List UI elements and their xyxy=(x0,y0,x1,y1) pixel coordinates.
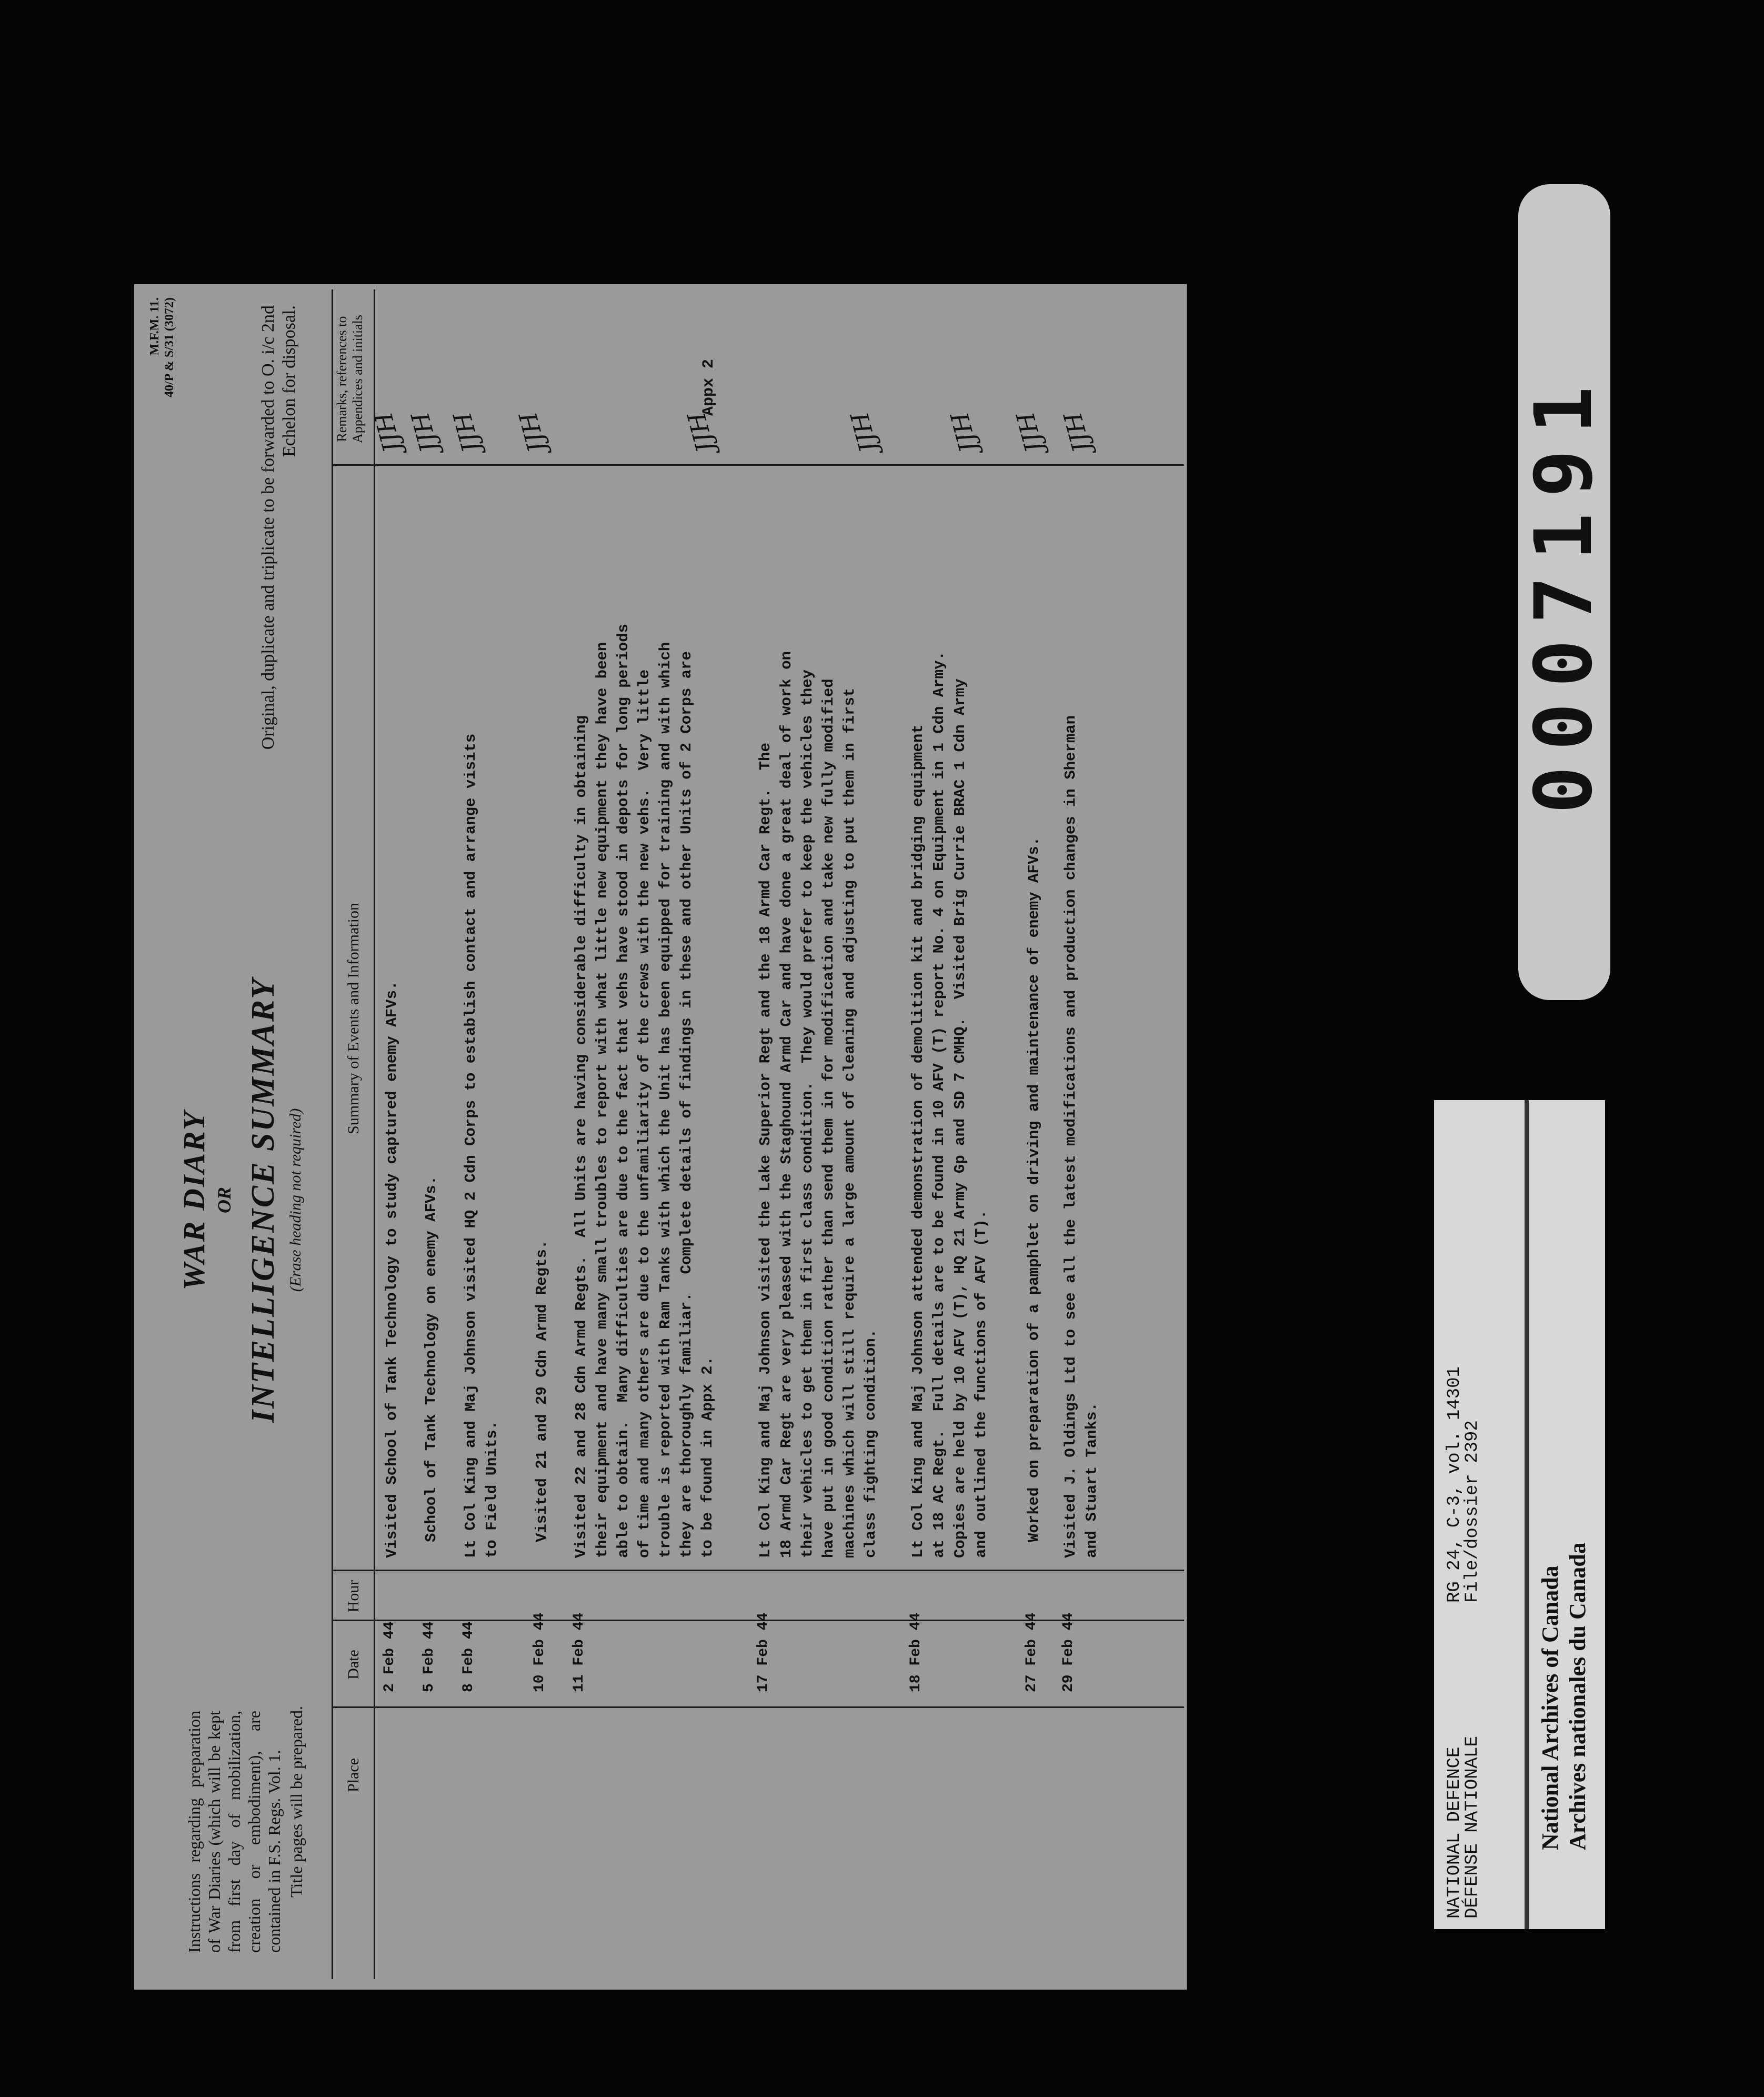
title-pages-note: Title pages will be prepared. xyxy=(287,1705,306,1898)
entry-initials: JJH xyxy=(681,409,720,456)
archive-name-fr: Archives nationales du Canada xyxy=(1565,1542,1590,1850)
column-divider-place xyxy=(332,1706,1184,1708)
column-divider-hour xyxy=(332,1570,1184,1571)
entry-date: 29 Feb 44 xyxy=(1060,1612,1077,1692)
entry-summary: Lt Col King and Maj Johnson visited the Lake Superior Regt and the 18 Armd Car Regt. The 18 Armd Car Regt are very pleased with the Staghound Armd Car and have done a great deal of work on their vehicles to get them in first class condition. They would prefer to keep the vehicles they have put in good condition rather than send them in for modification and take new fully modified machines which will still require a large amount of cleaning and adjusting to put them in first class fighting condition. xyxy=(757,651,879,1558)
appendix-reference: Appx 2 xyxy=(700,358,718,416)
entry-initials: JJH xyxy=(405,409,444,456)
forward-note: Original, duplicate and triplicate to be forwarded to O. i/c 2nd Echelon for disposal. xyxy=(258,305,299,750)
department-fr: DÉFENSE NATIONALE xyxy=(1462,1736,1482,1919)
frame-number-strip xyxy=(1518,184,1610,1000)
entry-summary: Visited 22 and 28 Cdn Armd Regts. All Units are having considerable difficulty in obtaining their equipment and have many small troubles to report with what little new equipment they have been able to obtain. Many difficulties are due to the fact that vehs have stood in depots for long periods of time and many others are due to the unfamiliarity of the crews with the new vehs. Very little trouble is reported with Ram Tanks with which the Unit has been equipped for training and with which they are thoroughly familiar. Complete details of findings in these and other Units of 2 Corps are to be found in Appx 2. xyxy=(573,623,716,1558)
department-en: NATIONAL DEFENCE xyxy=(1445,1746,1465,1919)
column-divider-remarks xyxy=(332,464,1184,466)
title-or: OR xyxy=(214,1187,235,1214)
form-code xyxy=(147,297,177,397)
archive-name xyxy=(1537,1324,1591,1850)
entry-initials: JJH xyxy=(368,409,407,456)
archive-name-en: National Archives of Canada xyxy=(1537,1565,1563,1850)
entry-initials: JJH xyxy=(447,409,486,456)
entry-date: 11 Feb 44 xyxy=(571,1612,587,1692)
entry-summary: Visited 21 and 29 Cdn Armd Regts. xyxy=(533,1240,550,1542)
instructions-text: Instructions regarding preparation of War Diaries (which will be kept from first day of mobilization, creation or embodiment), are contained in F.S. Regs. Vol. 1. xyxy=(185,1711,284,1953)
table-header-rule xyxy=(374,289,375,1979)
entry-initials: JJH xyxy=(513,409,552,456)
entry-date: 8 Feb 44 xyxy=(460,1621,477,1692)
column-header-summary: Summary of Events and Information xyxy=(345,903,362,1134)
entry-initials: JJH xyxy=(1010,409,1049,456)
entry-summary: Lt Col King and Maj Johnson attended demonstration of demolition kit and bridging equipment at 18 AC Regt. Full details are to be found in 10 AFV (T) report No. 4 on Equipment in 1 Cdn Army. Copies are held by 10 AFV (T), HQ 21 Army Gp and SD 7 CMHQ. Visited Brig Currie BRAC 1 Cdn Army and outlined the functions of AFV (T). xyxy=(909,651,990,1558)
title-intelligence-summary: INTELLIGENCE SUMMARY xyxy=(245,977,281,1423)
archive-label xyxy=(1434,1100,1605,1929)
column-header-date: Date xyxy=(345,1650,362,1680)
entry-date: 2 Feb 44 xyxy=(382,1621,398,1692)
archive-reference xyxy=(1446,1129,1481,1603)
archive-label-content xyxy=(1434,1100,1605,1929)
entry-summary: Worked on preparation of a pamphlet on driving and maintenance of enemy AFVs. xyxy=(1025,836,1043,1542)
entry-date: 18 Feb 44 xyxy=(908,1612,924,1692)
entry-initials: JJH xyxy=(1058,409,1097,456)
title-war-diary: WAR DIARY xyxy=(177,1110,211,1291)
entry-summary: Visited J. Oldings Ltd to see all the latest modifications and production changes in Sherman and Stuart Tanks. xyxy=(1062,715,1100,1558)
entry-summary: Visited School of Tank Technology to study captured enemy AFVs. xyxy=(383,981,400,1558)
form-code-line2: 40/P & S/31 (3072) xyxy=(163,297,176,397)
title-erase-note: (Erase heading not required) xyxy=(287,1108,304,1292)
department-name xyxy=(1446,1603,1481,1919)
record-group-ref: RG 24, C-3, vol. 14301 xyxy=(1445,1366,1465,1603)
column-header-hour: Hour xyxy=(345,1580,362,1613)
entry-date: 27 Feb 44 xyxy=(1024,1612,1040,1692)
column-header-place: Place xyxy=(345,1758,362,1792)
frame-number: 0007191 xyxy=(1518,370,1610,814)
form-content xyxy=(134,284,1187,1990)
file-ref: File/dossier 2392 xyxy=(1462,1420,1482,1603)
entry-date: 5 Feb 44 xyxy=(421,1621,437,1692)
column-header-remarks: Remarks, references to Appendices and initials xyxy=(334,314,365,444)
table-top-rule xyxy=(332,289,333,1979)
entry-initials: JJH xyxy=(845,409,884,456)
label-divider xyxy=(1525,1100,1529,1929)
entry-date: 10 Feb 44 xyxy=(532,1612,548,1692)
war-diary-form xyxy=(134,284,1187,1990)
entry-initials: JJH xyxy=(945,409,984,456)
entry-summary: School of Tank Technology on enemy AFVs. xyxy=(423,1175,440,1542)
form-code-line1: M.F.M. 11. xyxy=(148,297,162,356)
entry-summary: Lt Col King and Maj Johnson visited HQ 2 Cdn Corps to establish contact and arrange visits to Field Units. xyxy=(462,733,500,1558)
entry-date: 17 Feb 44 xyxy=(755,1612,771,1692)
